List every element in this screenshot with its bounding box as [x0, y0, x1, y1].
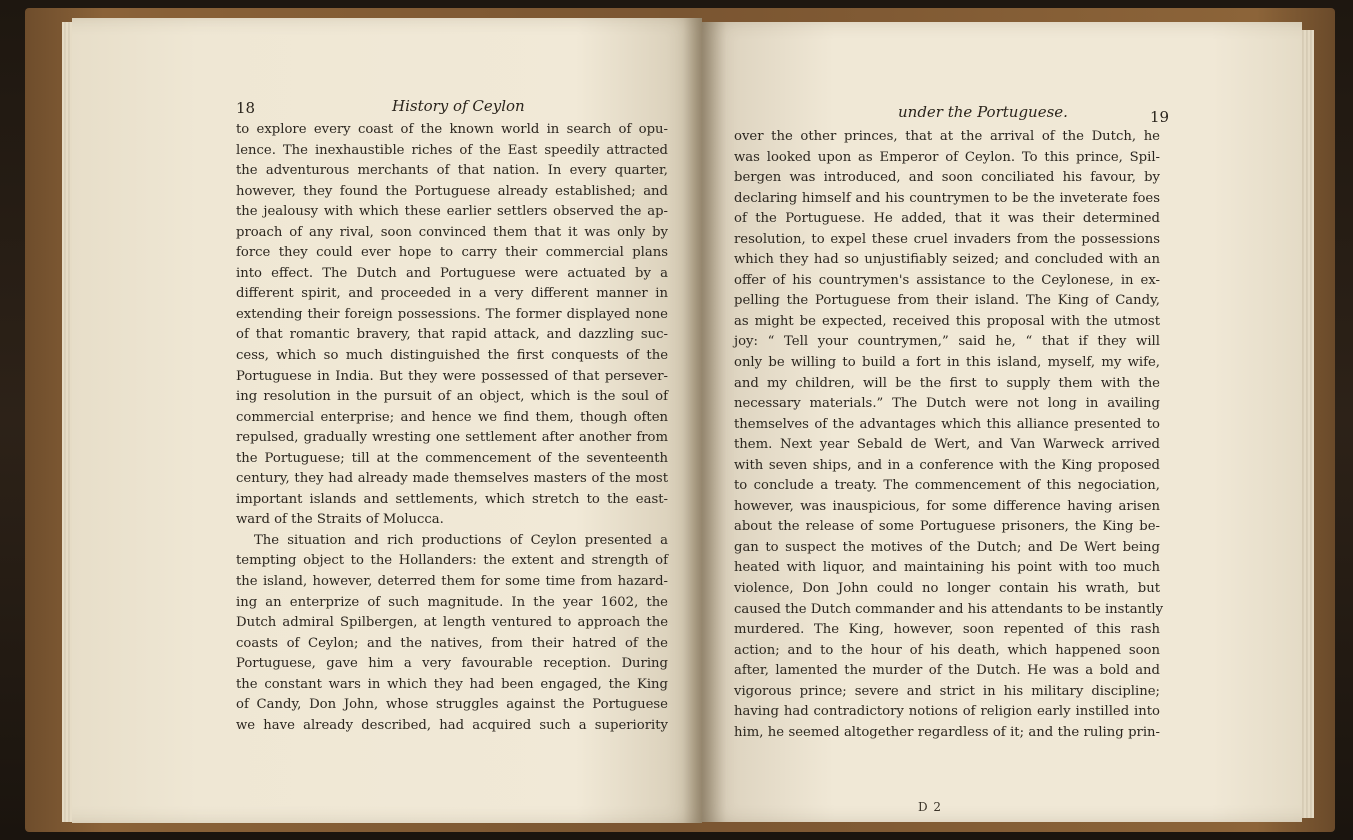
text-line: and my children, will be the first to supply them with the: [734, 375, 1160, 391]
text-line: the constant wars in which they had been engaged, the King: [236, 676, 668, 692]
text-line: joy: “ Tell your countrymen,” said he, “ that if they will: [734, 334, 1160, 350]
text-line: the Portuguese; till at the commencement of the seventeenth: [236, 450, 668, 466]
text-line: the island, however, deterred them for some time from hazard-: [236, 574, 668, 590]
text-line: however, was inauspicious, for some difference having arisen: [734, 498, 1160, 514]
text-line: having had contradictory notions of religion early instilled into: [734, 704, 1160, 720]
text-line: caused the Dutch commander and his attendants to be instantly: [734, 601, 1164, 617]
text-line: of Candy, Don John, whose struggles against the Portuguese: [236, 697, 668, 713]
text-line: action; and to the hour of his death, which happened soon: [734, 642, 1160, 658]
text-line: only be willing to build a fort in this island, myself, my wife,: [734, 355, 1160, 371]
text-line: heated with liquor, and maintaining his point with too much: [734, 560, 1160, 576]
text-line: declaring himself and his countrymen to be the inveterate foes: [734, 190, 1160, 206]
text-line: over the other princes, that at the arrival of the Dutch, he: [734, 129, 1160, 144]
right-page-text: [734, 127, 1164, 743]
text-line: was looked upon as Emperor of Ceylon. To this prince, Spil-: [734, 149, 1160, 165]
text-line: Dutch admiral Spilbergen, at length ventured to approach the: [236, 615, 668, 631]
text-line: offer of his countrymen's assistance to the Ceylonese, in ex-: [734, 272, 1160, 288]
text-line: resolution, to expel these cruel invaders from the possessions: [734, 231, 1160, 247]
left-running-head: History of Ceylon: [392, 97, 525, 115]
text-line: the jealousy with which these earlier settlers observed the ap-: [236, 204, 668, 220]
text-line: proach of any rival, soon convinced them that it was only by: [236, 224, 668, 240]
text-line: extending their foreign possessions. The former displayed none: [236, 306, 668, 322]
text-line: them. Next year Sebald de Wert, and Van Warweck arrived: [734, 437, 1160, 453]
text-line: of the Portuguese. He added, that it was their determined: [734, 211, 1160, 227]
text-line: about the release of some Portuguese prisoners, the King be-: [734, 519, 1160, 535]
text-line: force they could ever hope to carry their commercial plans: [236, 245, 668, 261]
text-line: to conclude a treaty. The commencement of this negociation,: [734, 478, 1160, 494]
text-line: cess, which so much distinguished the first conquests of the: [236, 348, 668, 364]
text-line: gan to suspect the motives of the Dutch; and De Wert being: [734, 539, 1160, 555]
text-line: repulsed, gradually wresting one settlement after another from: [236, 430, 668, 446]
text-line: Portuguese in India. But they were possessed of that persever-: [236, 368, 668, 384]
text-line: commercial enterprise; and hence we find them, though often: [236, 409, 668, 425]
text-line: tempting object to the Hollanders: the extent and strength of: [236, 553, 668, 569]
text-line: The situation and rich productions of Ceylon presented a: [254, 532, 668, 548]
text-line: themselves of the advantages which this alliance presented to: [734, 416, 1160, 432]
left-page-text: [236, 120, 668, 736]
signature-mark: D 2: [918, 800, 943, 814]
text-line: bergen was introduced, and soon conciliated his favour, by: [734, 170, 1160, 186]
text-line: the adventurous merchants of that nation. In every quarter,: [236, 163, 668, 179]
text-line: pelling the Portuguese from their island. The King of Candy,: [734, 293, 1160, 309]
text-line: of that romantic bravery, that rapid attack, and dazzling suc-: [236, 327, 668, 343]
text-line: with seven ships, and in a conference with the King proposed: [734, 457, 1160, 473]
text-line: which they had so unjustifiably seized; and concluded with an: [734, 252, 1160, 268]
text-line: after, lamented the murder of the Dutch. He was a bold and: [734, 663, 1160, 679]
text-line: as might be expected, received this proposal with the utmost: [734, 313, 1160, 329]
right-page-number: 19: [1150, 108, 1170, 126]
text-line: necessary materials.” The Dutch were not long in availing: [734, 396, 1160, 412]
text-line: vigorous prince; severe and strict in his military discipline;: [734, 683, 1160, 699]
text-line: murdered. The King, however, soon repented of this rash: [734, 622, 1160, 638]
text-line: ing resolution in the pursuit of an object, which is the soul of: [236, 389, 668, 405]
text-line: Portuguese, gave him a very favourable reception. During: [236, 656, 668, 672]
text-line: lence. The inexhaustible riches of the East speedily attracted: [236, 142, 668, 158]
text-line: we have already described, had acquired such a superiority: [236, 717, 668, 733]
text-line: century, they had already made themselves masters of the most: [236, 471, 668, 487]
left-page-number: 18: [236, 99, 256, 117]
text-line: important islands and settlements, which stretch to the east-: [236, 491, 668, 507]
text-line: however, they found the Portuguese already established; and: [236, 183, 668, 199]
text-line: ward of the Straits of Molucca.: [236, 512, 444, 528]
text-line: to explore every coast of the known world in search of opu-: [236, 122, 668, 137]
text-line: different spirit, and proceeded in a very different manner in: [236, 286, 668, 302]
right-running-head: under the Portuguese.: [898, 103, 1068, 121]
text-line: coasts of Ceylon; and the natives, from their hatred of the: [236, 635, 668, 651]
text-line: into effect. The Dutch and Portuguese were actuated by a: [236, 265, 668, 281]
text-line: him, he seemed altogether regardless of it; and the ruling prin-: [734, 724, 1160, 740]
text-line: ing an enterprize of such magnitude. In the year 1602, the: [236, 594, 668, 610]
text-line: violence, Don John could no longer contain his wrath, but: [734, 581, 1160, 597]
